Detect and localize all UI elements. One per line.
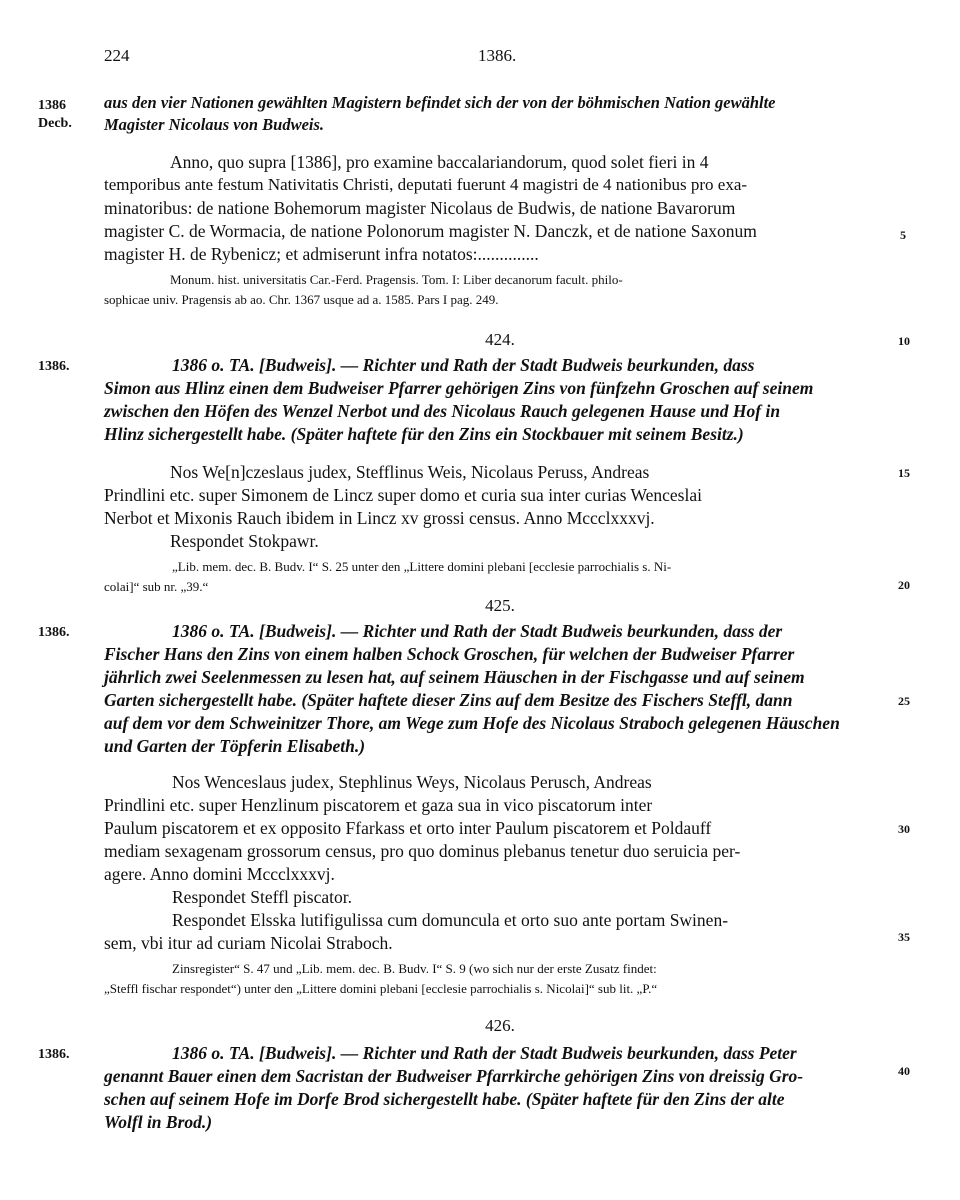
text-line-424: Respondet Stokpawr. [170,531,319,551]
running-year: 1386. [478,46,517,65]
intro-source-line: sophicae univ. Pragensis ab ao. Chr. 1367 usque ad a. 1585. Pars I pag. 249. [104,292,499,307]
text-line-425: Nos Wenceslaus judex, Stephlinus Weys, Nicolaus Perusch, Andreas [172,772,652,792]
text-line-425: Paulum piscatorem et ex opposito Ffarkass et orto inter Paulum piscatorem et Poldauff [104,818,712,838]
regest-line-425: Fischer Hans den Zins von einem halben Schock Groschen, für welchen der Budweiser Pfarrer [104,644,795,664]
document-number-424: 424. [485,330,515,349]
regest-line-424: Simon aus Hlinz einen dem Budweiser Pfarrer gehörigen Zins von fünfzehn Groschen auf seinem [104,378,814,398]
intro-text-line: temporibus ante festum Nativitatis Christi, deputati fuerunt 4 magistri de 4 nationibus pro exa- [104,175,748,194]
document-number-425: 425. [485,596,515,615]
line-number: 20 [898,578,910,592]
text-line-424: Prindlini etc. super Simonem de Lincz super domo et curia sua inter curias Wenceslai [104,485,702,505]
regest-line-424: zwischen den Höfen des Wenzel Nerbot und des Nicolaus Rauch gelegenen Hause und Hof in [104,401,781,421]
regest-line-426: genannt Bauer einen dem Sacristan der Budweiser Pfarrkirche gehörigen Zins von dreissig Gro- [104,1066,804,1086]
intro-text-line: Anno, quo supra [1386], pro examine baccalariandorum, quod solet fieri in 4 [170,152,709,172]
page-number: 224 [104,46,130,65]
intro-heading-line: aus den vier Nationen gewählten Magistern befindet sich der von der böhmischen Nation gewählte [104,93,776,112]
text-line-424: Nos We[n]czeslaus judex, Stefflinus Weis, Nicolaus Peruss, Andreas [170,462,650,482]
regest-line-426: Wolfl in Brod.) [104,1112,213,1132]
regest-line-426: 1386 o. TA. [Budweis]. — Richter und Rath der Stadt Budweis beurkunden, dass Peter [172,1043,797,1063]
text-line-425: Respondet Steffl piscator. [172,887,352,907]
margin-date-month: Decb. [38,116,72,131]
source-line-425: „Steffl fischar respondet“) unter den „Littere domini plebani [ecclesie parrochialis s. Nicolai]“ sub lit. „P.“ [104,981,658,996]
intro-text-line: minatoribus: de natione Bohemorum magister Nicolaus de Budwis, de natione Bavarorum [104,198,736,218]
intro-source-line: Monum. hist. universitatis Car.-Ferd. Pragensis. Tom. I: Liber decanorum facult. philo- [170,272,623,287]
document-number-426: 426. [485,1016,515,1035]
intro-text-line: magister C. de Wormacia, de natione Polonorum magister N. Danczk, et de natione Saxonum [104,221,757,241]
line-number: 30 [898,822,910,836]
source-line-424: colai]“ sub nr. „39.“ [104,579,209,594]
regest-line-426: schen auf seinem Hofe im Dorfe Brod sichergestellt habe. (Später haftete für den Zins der alte [104,1089,785,1109]
line-number: 5 [900,228,906,242]
line-number: 25 [898,694,910,708]
regest-line-424: Hlinz sichergestellt habe. (Später haftete für den Zins ein Stockbauer mit seinem Besitz.) [104,424,744,444]
margin-date-intro [38,97,72,133]
text-line-425: agere. Anno domini Mccclxxxvj. [104,864,335,884]
regest-line-424: 1386 o. TA. [Budweis]. — Richter und Rath der Stadt Budweis beurkunden, dass [172,355,755,375]
text-line-425: mediam sexagenam grossorum census, pro quo dominus plebanus tenetur duo seruicia per- [104,841,741,861]
source-line-424: „Lib. mem. dec. B. Budv. I“ S. 25 unter den „Littere domini plebani [ecclesie parrochialis s. Ni- [172,559,672,574]
line-number: 40 [898,1064,910,1078]
intro-heading-line: Magister Nicolaus von Budweis. [104,115,325,134]
margin-date-426: 1386. [38,1047,70,1062]
text-line-425: sem, vbi itur ad curiam Nicolai Straboch. [104,933,393,953]
text-line-424: Nerbot et Mixonis Rauch ibidem in Lincz xv grossi census. Anno Mccclxxxvj. [104,508,655,528]
line-number: 10 [898,334,910,348]
margin-date-424: 1386. [38,359,70,374]
text-line-425: Respondet Elsska lutifigulissa cum domuncula et orto suo ante portam Swinen- [172,910,729,930]
regest-line-425: jährlich zwei Seelenmessen zu lesen hat, auf seinem Häuschen in der Fischgasse und auf seinem [104,667,805,687]
margin-date-year: 1386 [38,98,66,113]
intro-text-line: magister H. de Rybenicz; et admiserunt infra notatos:.............. [104,244,539,264]
line-number: 35 [898,930,910,944]
regest-line-425: Garten sichergestellt habe. (Später haftete dieser Zins auf dem Besitze des Fischers Steffl, dann [104,690,793,710]
regest-line-425: und Garten der Töpferin Elisabeth.) [104,736,366,756]
margin-date-425: 1386. [38,625,70,640]
source-line-425: Zinsregister“ S. 47 und „Lib. mem. dec. B. Budv. I“ S. 9 (wo sich nur der erste Zusatz findet: [172,961,657,976]
line-number: 15 [898,466,910,480]
text-line-425: Prindlini etc. super Henzlinum piscatorem et gaza sua in vico piscatorum inter [104,795,653,815]
regest-line-425: 1386 o. TA. [Budweis]. — Richter und Rath der Stadt Budweis beurkunden, dass der [172,621,783,641]
regest-line-425: auf dem vor dem Schweinitzer Thore, am Wege zum Hofe des Nicolaus Straboch gelegenen Häuschen [104,713,840,733]
